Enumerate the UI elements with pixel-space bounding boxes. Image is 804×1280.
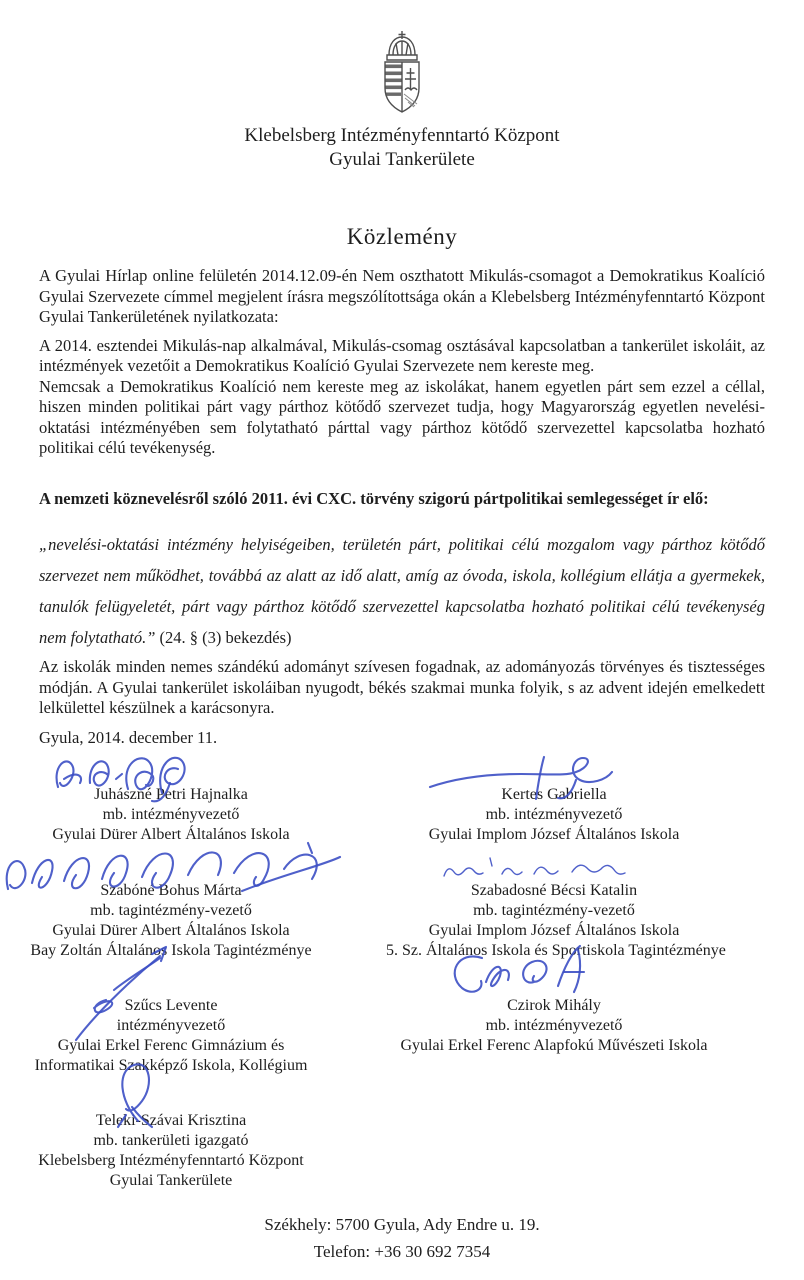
footer (0, 1211, 804, 1265)
dateline: Gyula, 2014. december 11. (39, 727, 218, 747)
org-name-line2: Gyulai Tankerülete (329, 149, 475, 170)
signatures-section (0, 748, 804, 1205)
signature-block-szucs (6, 996, 336, 1076)
hungarian-coat-of-arms-icon (370, 28, 434, 122)
signer-institution: Klebelsberg Intézményfenntartó Központ (38, 1152, 304, 1169)
signer-institution: Gyulai Dürer Albert Általános Iskola (52, 826, 290, 843)
signature-row (0, 881, 804, 961)
signer-institution-2: Gyulai Tankerülete (109, 1172, 233, 1189)
signer-title: mb. intézményvezető (485, 806, 623, 823)
signature-block-empty (386, 1111, 722, 1191)
signer-title: mb. tagintézmény-vezető (90, 902, 252, 919)
signer-institution-2: Bay Zoltán Általános Iskola Tagintézménye (30, 942, 312, 959)
law-quote-text: „nevelési-oktatási intézmény helyiségeiben, területén párt, politikai célú mozgalom vagy párthoz kötődő szervezet nem működhet, továbbá az alatt az idő alatt, amíg az óvoda, iskola, kollégium ellátja a gyermekek, tanulók felügyeletét, párt vagy párthoz kötődő szervezettel kapcsolatba hozható politikai célú tevékenység nem folytatható.” (39, 535, 765, 647)
signature-row (0, 1111, 804, 1191)
intro-paragraph: A Gyulai Hírlap online felületén 2014.12.09-én Nem oszthatott Mikulás-csomagot a Demokratikus Koalíció Gyulai Szervezete címmel megjelent írásra megszólítottsága okán a Klebelsberg Intézményfenntartó Központ Gyulai Tankerületének nyilatkozata: (39, 266, 765, 326)
statement-paragraph-2: Nemcsak a Demokratikus Koalíció nem kereste meg az iskolákat, hanem egyetlen párt sem ezzel a céllal, hiszen minden politikai párt vagy párthoz kötődő szervezet tudja, hogy Magyarország egyetlen nevelési-oktatási intézményében sem folytatható párttal vagy párthoz kötődő szervezettel kapcsolatba hozható politikai célú tevékenység. (39, 376, 765, 457)
law-quote-paragraph (39, 529, 765, 653)
signer-institution-2: Informatikai Szakképző Iskola, Kollégium (34, 1057, 308, 1074)
signer-title: mb. tagintézmény-vezető (473, 902, 635, 919)
law-quote-reference: (24. § (3) bekezdés) (155, 628, 292, 647)
signer-institution: Gyulai Implom József Általános Iskola (428, 826, 680, 843)
org-name-line1: Klebelsberg Intézményfenntartó Központ (244, 125, 560, 146)
signature-block-juhaszne (6, 785, 336, 845)
signer-name: Szűcs Levente (124, 997, 218, 1014)
signature-block-szabone (6, 881, 336, 961)
signer-institution: Gyulai Erkel Ferenc Gimnázium és (57, 1037, 285, 1054)
signer-name: Juhászné Petri Hajnalka (94, 786, 248, 803)
signer-name: Szabadosné Bécsi Katalin (470, 882, 638, 899)
letterhead (0, 0, 804, 172)
signer-title: intézményvezető (116, 1017, 226, 1034)
signer-institution-2: 5. Sz. Általános Iskola és Sportiskola Tagintézménye (386, 942, 726, 959)
signer-institution: Gyulai Dürer Albert Általános Iskola (52, 922, 290, 939)
signature-row (0, 996, 804, 1076)
signer-name: Teleki-Szávai Krisztina (95, 1112, 247, 1129)
letter-body (39, 266, 765, 748)
document-title: Közlemény (346, 224, 458, 249)
signer-name: Czirok Mihály (507, 997, 601, 1014)
statement-paragraph-1: A 2014. esztendei Mikulás-nap alkalmával, Mikulás-csomag osztásával kapcsolatban a tankerület iskoláit, az intézmények vezetőit a Demokratikus Koalíció Gyulai Szervezete nem kereste meg. (39, 335, 765, 375)
signer-name: Szabóné Bohus Márta (100, 882, 242, 899)
footer-address: Székhely: 5700 Gyula, Ady Endre u. 19. (264, 1215, 540, 1234)
signature-block-czirok (386, 996, 722, 1076)
law-statement: A nemzeti köznevelésről szóló 2011. évi CXC. törvény szigorú pártpolitikai semlegességet ír elő: (39, 488, 709, 508)
footer-phone: Telefon: +36 30 692 7354 (313, 1242, 491, 1261)
signer-institution: Gyulai Implom József Általános Iskola (428, 922, 680, 939)
signature-block-teleki (6, 1111, 336, 1191)
signer-title: mb. intézményvezető (485, 1017, 623, 1034)
signer-title: mb. tankerületi igazgató (93, 1132, 249, 1149)
signer-title: mb. intézményvezető (102, 806, 240, 823)
signature-row (0, 785, 804, 845)
signature-block-kertes (386, 785, 722, 845)
signature-block-szabadosne (386, 881, 726, 961)
signer-name: Kertes Gabriella (501, 786, 607, 803)
closing-paragraph: Az iskolák minden nemes szándékú adományt szívesen fogadnak, az adományozás törvényes és tisztességes módján. A Gyulai tankerület iskoláiban nyugodt, békés szakmai munka folyik, s az advent idején emelkedett lelkülettel készülnek a karácsonyra. (39, 657, 765, 717)
signer-institution: Gyulai Erkel Ferenc Alapfokú Művészeti Iskola (400, 1037, 708, 1054)
